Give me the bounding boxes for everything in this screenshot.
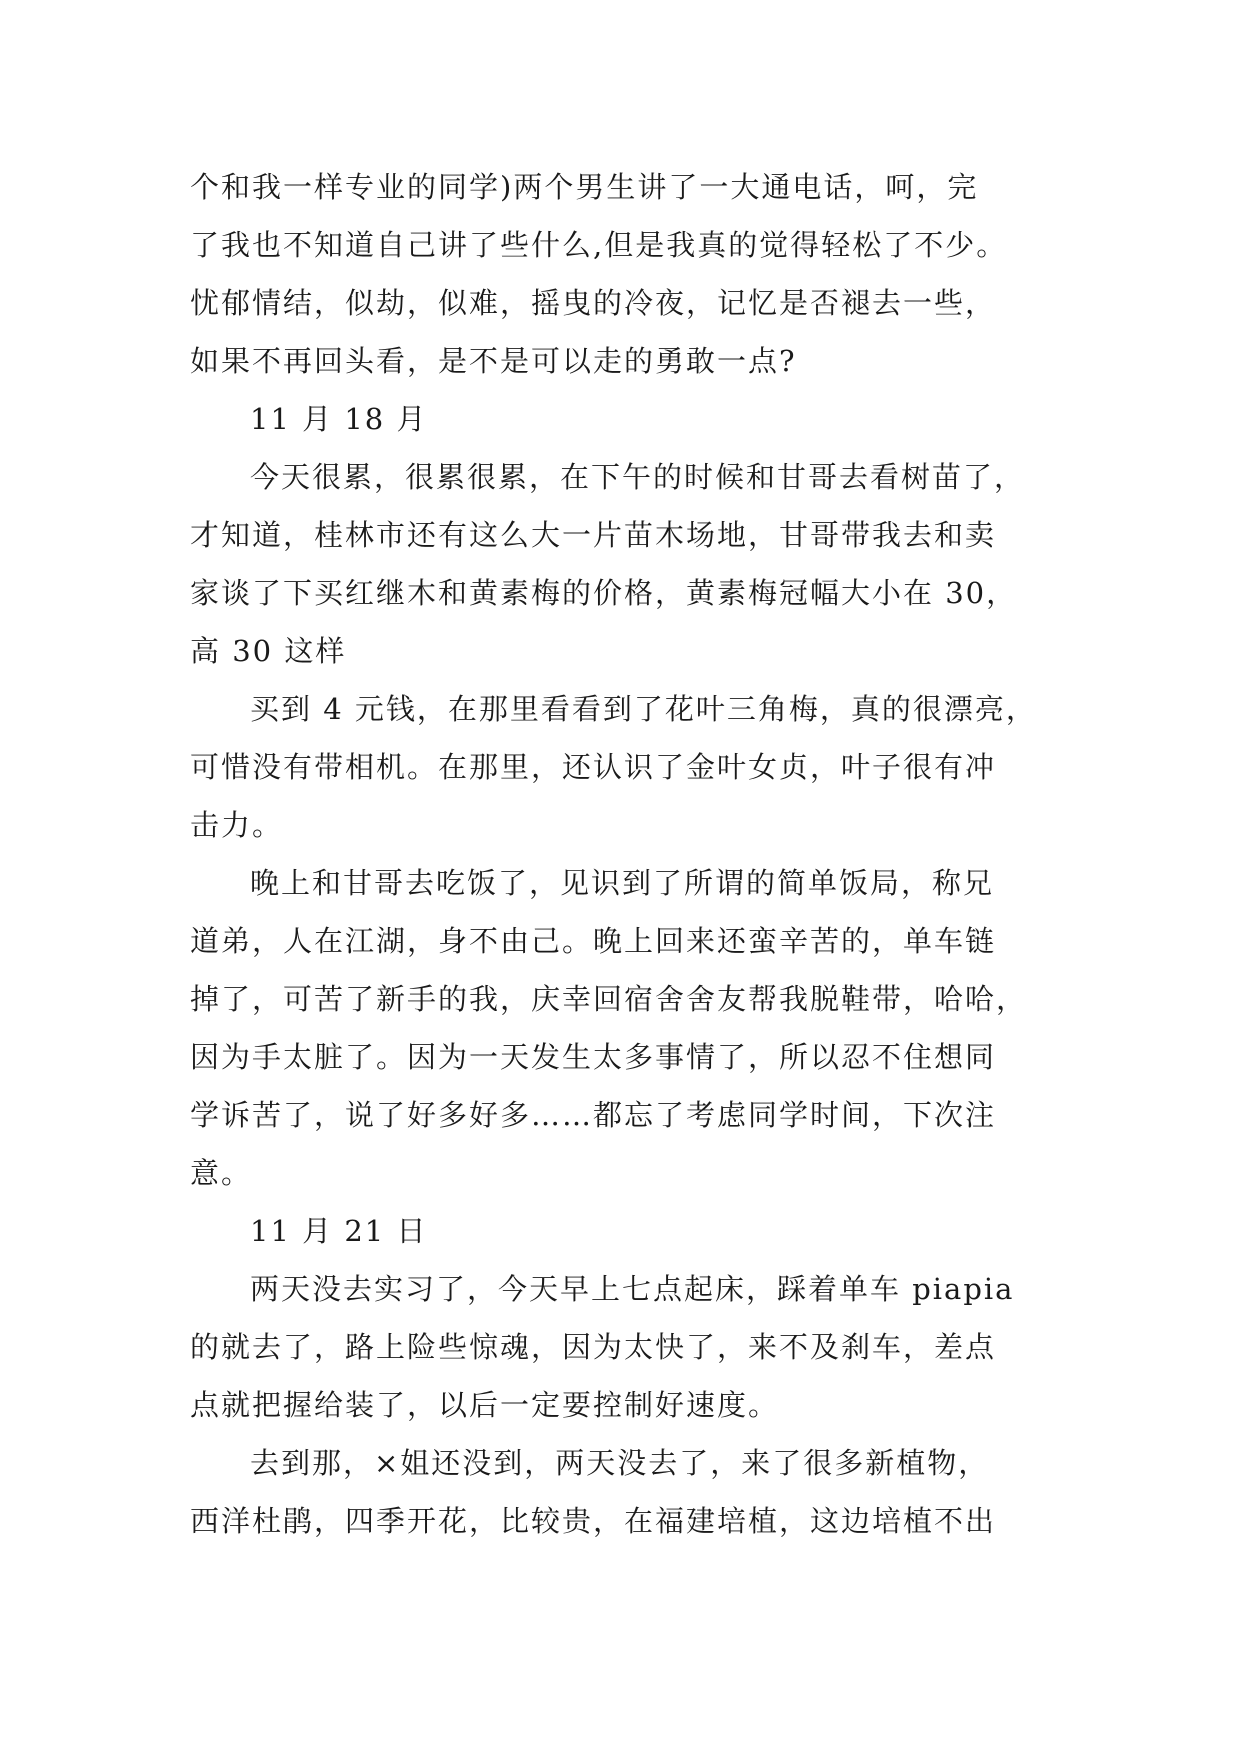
text-line: 的就去了，路上险些惊魂，因为太快了，来不及刹车，差点	[190, 1330, 997, 1364]
text-line: 买到 4 元钱，在那里看看到了花叶三角梅，真的很漂亮，	[250, 692, 1037, 726]
text-line: 个和我一样专业的同学)两个男生讲了一大通电话，呵，完	[190, 170, 979, 204]
document-body	[190, 158, 1080, 1550]
date-heading: 11 月 18 月	[250, 402, 428, 436]
text-line: 了我也不知道自己讲了些什么,但是我真的觉得轻松了不少。	[190, 228, 1008, 262]
text-line: 如果不再回头看，是不是可以走的勇敢一点?	[190, 344, 797, 378]
text-line: 可惜没有带相机。在那里，还认识了金叶女贞，叶子很有冲	[190, 750, 997, 784]
text-line: 道弟，人在江湖，身不由己。晚上回来还蛮辛苦的，单车链	[190, 924, 997, 958]
date-heading: 11 月 21 日	[250, 1214, 428, 1248]
text-line: 今天很累，很累很累，在下午的时候和甘哥去看树苗了，	[250, 460, 1026, 494]
text-line: 意。	[190, 1156, 253, 1190]
text-line: 学诉苦了，说了好多好多……都忘了考虑同学时间，下次注	[190, 1098, 997, 1132]
text-line: 因为手太脏了。因为一天发生太多事情了，所以忍不住想同	[190, 1040, 997, 1074]
text-line: 掉了，可苦了新手的我，庆幸回宿舍舍友帮我脱鞋带，哈哈，	[190, 982, 1028, 1016]
text-line: 家谈了下买红继木和黄素梅的价格，黄素梅冠幅大小在 30，	[190, 576, 1018, 610]
text-line: 两天没去实习了，今天早上七点起床，踩着单车 piapia	[250, 1272, 1015, 1306]
text-line: 点就把握给装了，以后一定要控制好速度。	[190, 1388, 780, 1422]
text-line: 才知道，桂林市还有这么大一片苗木场地，甘哥带我去和卖	[190, 518, 997, 552]
text-line: 高 30 这样	[190, 634, 347, 668]
text-line: 去到那，×姐还没到，两天没去了，来了很多新植物，	[250, 1446, 990, 1480]
text-line: 晚上和甘哥去吃饭了，见识到了所谓的简单饭局，称兄	[250, 866, 995, 900]
text-line: 忧郁情结，似劫，似难，摇曳的冷夜，记忆是否褪去一些，	[190, 286, 997, 320]
text-line: 西洋杜鹃，四季开花，比较贵，在福建培植，这边培植不出	[190, 1504, 997, 1538]
text-line: 击力。	[190, 808, 284, 842]
